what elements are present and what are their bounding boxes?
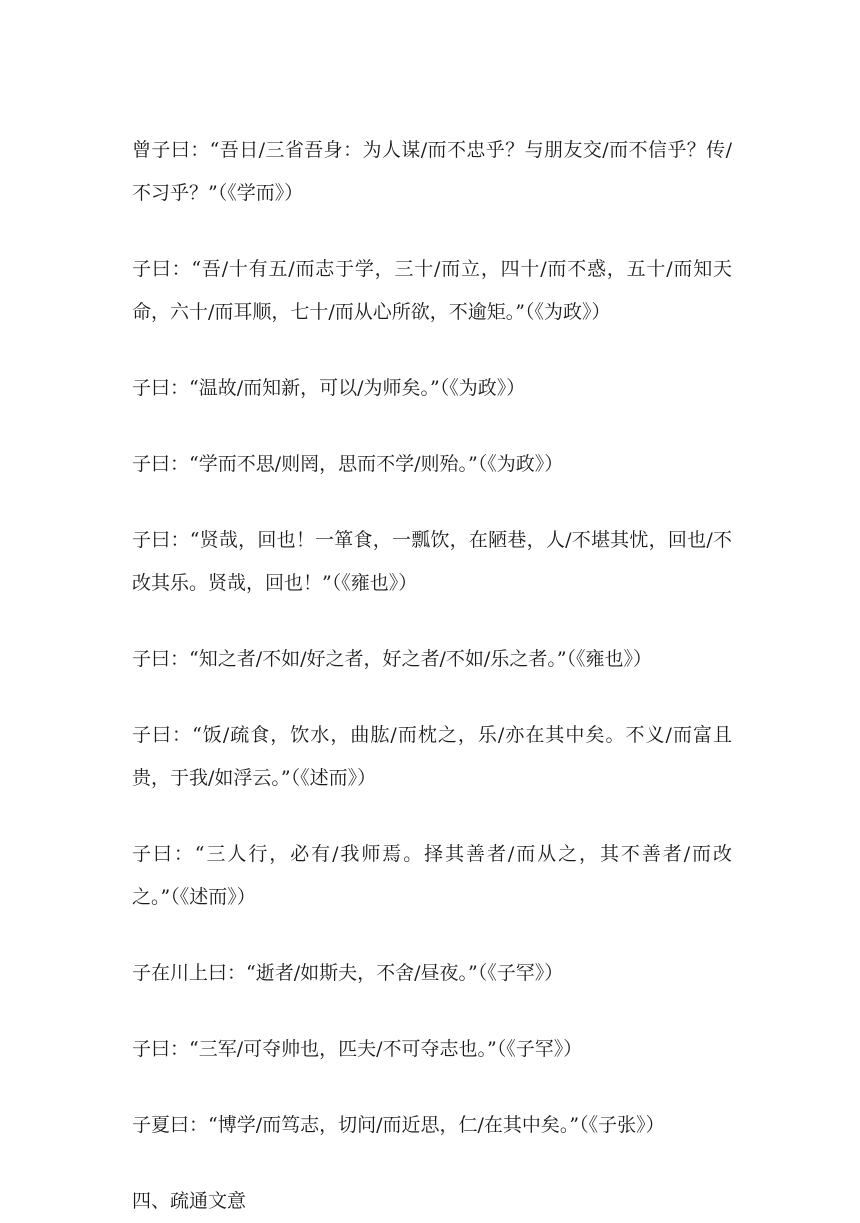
passage-shu-er-sanren: 子曰：“三人行，必有/我师焉。择其善者/而从之，其不善者/而改之。”（《述而》） bbox=[132, 843, 732, 908]
passage-wei-zheng-xue-si: 子曰：“学而不思/则罔，思而不学/则殆。”（《为政》） bbox=[132, 453, 564, 475]
section-heading: 四、疏通文意 bbox=[132, 1190, 247, 1212]
passage-zi-han-chuanshang: 子在川上曰：“逝者/如斯夫，不舍/昼夜。”（《子罕》） bbox=[132, 962, 564, 984]
passage-shu-er-fanshu: 子曰：“饭/疏食，饮水，曲肱/而枕之，乐/亦在其中矣。不义/而富且贵，于我/如浮云。”（《述而》） bbox=[132, 724, 732, 789]
passage-yong-ye-xianzai: 子曰：“贤哉，回也！一箪食，一瓢饮，在陋巷，人/不堪其忧，回也/不改其乐。贤哉，回也！”（《雍也》） bbox=[132, 529, 732, 594]
passage-yong-ye-zhizhi: 子曰：“知之者/不如/好之者，好之者/不如/乐之者。”（《雍也》） bbox=[132, 648, 653, 670]
passage-wei-zheng-shiyou-wu: 子曰：“吾/十有五/而志于学，三十/而立，四十/而不惑，五十/而知天命，六十/而耳顺，七十/而从心所欲，不逾矩。”（《为政》） bbox=[132, 258, 732, 323]
passage-wei-zheng-wengu: 子曰：“温故/而知新，可以/为师矣。”（《为政》） bbox=[132, 377, 526, 399]
passage-xue-er-zengzi: 曾子曰：“吾日/三省吾身：为人谋/而不忠乎？与朋友交/而不信乎？传/不习乎？”（《学而》） bbox=[132, 139, 732, 204]
passage-zi-zhang-boxue: 子夏曰：“博学/而笃志，切问/而近思，仁/在其中矣。”（《子张》） bbox=[132, 1114, 665, 1136]
document-body bbox=[132, 129, 732, 1223]
passage-zi-han-sanjun: 子曰：“三军/可夺帅也，匹夫/不可夺志也。”（《子罕》） bbox=[132, 1038, 583, 1060]
